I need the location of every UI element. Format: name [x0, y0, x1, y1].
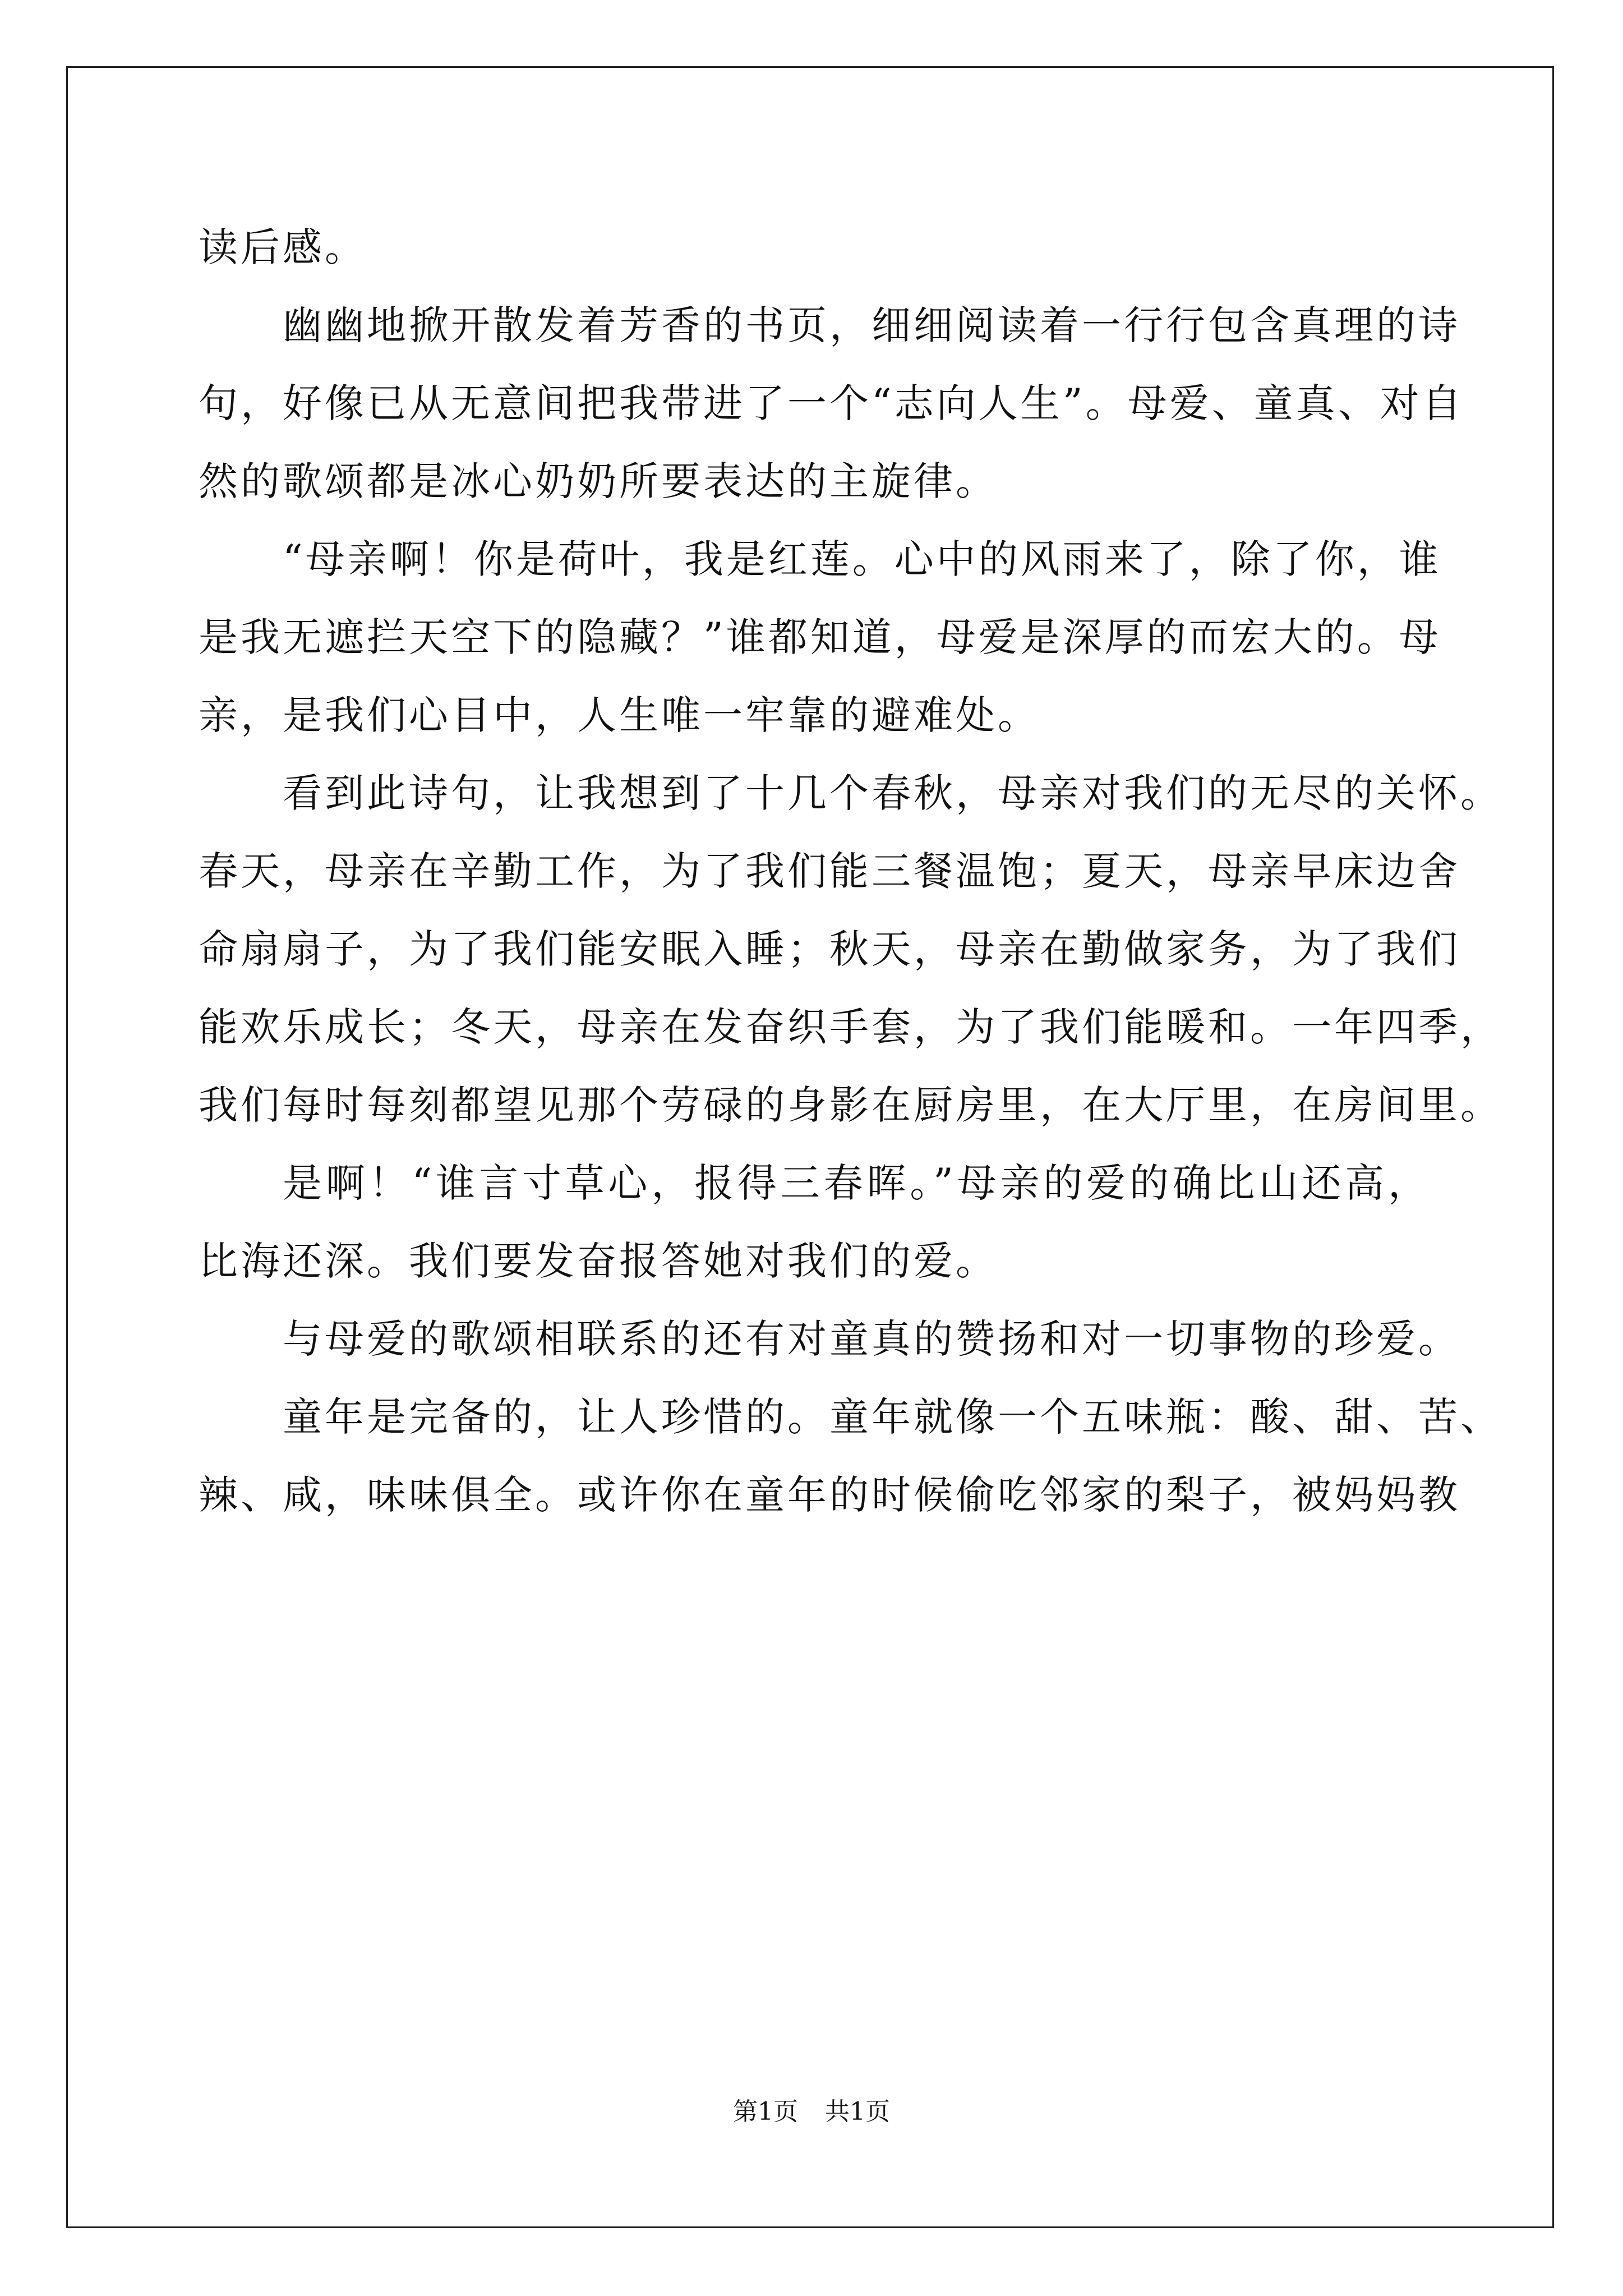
text-line: 亲，是我们心目中，人生唯一牢靠的避难处。 [199, 692, 1040, 738]
paragraph-first-line: 幽幽地掀开散发着芳香的书页，细细阅读着一行行包含真理的诗 [283, 302, 1460, 348]
paragraph-first-line: “母亲啊！你是荷叶，我是红莲。心中的风雨来了，除了你，谁 [283, 536, 1441, 582]
page-footer [0, 2095, 1623, 2129]
text-line: 能欢乐成长；冬天，母亲在发奋织手套，为了我们能暖和。一年四季， [199, 1004, 1502, 1050]
page-number: 第1页 [733, 2097, 798, 2126]
text-line: 读后感。 [199, 224, 367, 270]
text-line: 春天，母亲在辛勤工作，为了我们能三餐温饱；夏天，母亲早床边舍 [199, 848, 1460, 894]
text-line: 比海还深。我们要发奋报答她对我们的爱。 [199, 1238, 998, 1284]
text-line: 命扇扇子，为了我们能安眠入睡；秋天，母亲在勤做家务，为了我们 [199, 926, 1460, 972]
paragraph-first-line: 童年是完备的，让人珍惜的。童年就像一个五味瓶：酸、甜、苦、 [283, 1394, 1502, 1440]
text-line: 是我无遮拦天空下的隐藏？”谁都知道，母爱是深厚的而宏大的。母 [199, 614, 1441, 660]
paragraph-first-line: 与母爱的歌颂相联系的还有对童真的赞扬和对一切事物的珍爱。 [283, 1316, 1460, 1362]
text-line: 句，好像已从无意间把我带进了一个“志向人生”。母爱、童真、对自 [199, 380, 1464, 426]
document-body [199, 209, 1502, 1534]
text-line: 我们每时每刻都望见那个劳碌的身影在厨房里，在大厅里，在房间里。 [199, 1082, 1502, 1128]
paragraph-first-line: 是啊！“谁言寸草心，报得三春晖。”母亲的爱的确比山还高， [283, 1160, 1430, 1206]
paragraph-first-line: 看到此诗句，让我想到了十几个春秋，母亲对我们的无尽的关怀。 [283, 770, 1502, 816]
text-line: 然的歌颂都是冰心奶奶所要表达的主旋律。 [199, 458, 998, 504]
page-total: 共1页 [825, 2097, 890, 2126]
text-line: 辣、咸，味味俱全。或许你在童年的时候偷吃邻家的梨子，被妈妈教 [199, 1472, 1460, 1518]
